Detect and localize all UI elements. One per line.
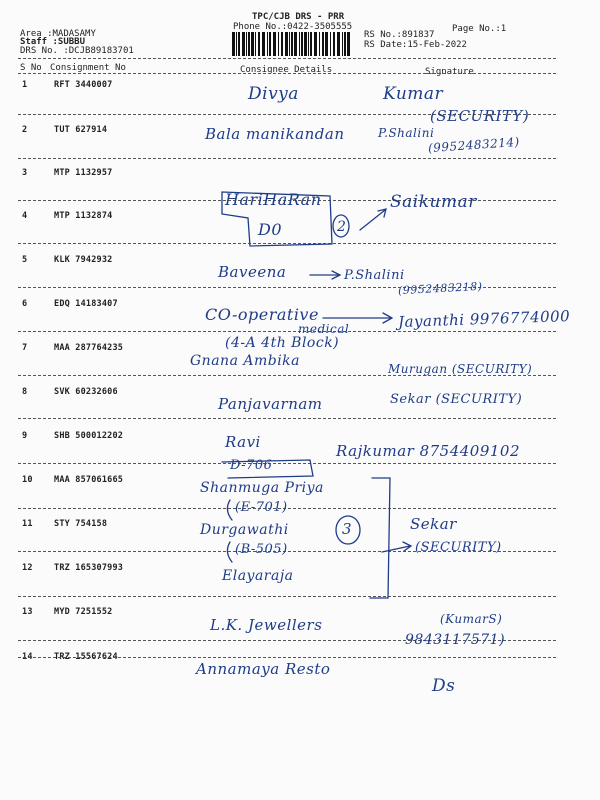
hw-signature-14: Ds — [432, 676, 456, 696]
barcode-bar — [273, 32, 276, 56]
hw-kumar-1: Kumar — [383, 84, 444, 104]
hw-pshalini-1: P.Shalini — [378, 126, 435, 140]
row-9-sno: 9 — [22, 431, 28, 441]
hw-phone-3: 9843117571) — [405, 632, 506, 648]
barcode-bar — [267, 32, 268, 56]
hw-gnana: Gnana Ambika — [190, 353, 301, 369]
hw-lk-jewellers: L.K. Jewellers — [210, 616, 323, 634]
col-consignment: Consignment No — [50, 63, 126, 73]
row-3-consignment: MTP 1132957 — [54, 168, 113, 178]
barcode-bar — [294, 32, 297, 56]
row-13-sno: 13 — [22, 607, 33, 617]
row-2-consignment: TUT 627914 — [54, 125, 108, 135]
hw-medical: medical — [298, 322, 350, 336]
hw-murugan: Murugan (SECURITY) — [388, 362, 533, 376]
hw-d0: D0 — [258, 220, 283, 239]
header-bottom-rule — [18, 73, 556, 74]
hw-security-1: (SECURITY) — [430, 107, 530, 125]
barcode-bar — [251, 32, 254, 56]
row-10-consignment: MAA 857061665 — [54, 475, 124, 485]
rs-number: RS No.:891837 — [364, 30, 435, 40]
barcode-bar — [330, 32, 331, 56]
row-11-consignment: STY 754158 — [54, 519, 108, 529]
row-1-sno: 1 — [22, 80, 28, 90]
row-divider — [18, 657, 556, 658]
barcode-bar — [262, 32, 265, 56]
row-14-consignment: TRZ 15567624 — [54, 652, 118, 662]
row-9-consignment: SHB 500012202 — [54, 431, 124, 441]
row-divider — [18, 418, 556, 419]
barcode-bar — [347, 32, 350, 56]
row-12-consignment: TRZ 165307993 — [54, 563, 124, 573]
barcode-bar — [299, 32, 300, 56]
row-divider — [18, 331, 556, 332]
hw-jayanthi: Jayanthi 9976774000 — [397, 307, 571, 331]
big-bracket — [370, 478, 390, 598]
barcode-bar — [281, 32, 283, 56]
barcode-bar — [278, 32, 279, 56]
row-2-sno: 2 — [22, 125, 28, 135]
barcode-bar — [238, 32, 240, 56]
col-consignee: Consignee Details — [240, 65, 333, 75]
hw-sekar-1: Sekar (SECURITY) — [390, 392, 523, 407]
barcode-bar — [289, 32, 290, 56]
barcode-bar — [325, 32, 328, 56]
barcode-bar — [291, 32, 293, 56]
col-signature: Signature — [425, 67, 474, 77]
hw-baveena: Baveena — [218, 263, 287, 281]
hw-block: (4-A 4th Block) — [225, 335, 340, 351]
barcode-bar — [333, 32, 335, 56]
arrow-baveena — [310, 271, 340, 279]
hw-e701: (E-701) — [235, 500, 288, 515]
hw-elayaraja: Elayaraja — [222, 568, 294, 584]
b505-paren — [227, 542, 232, 562]
row-11-sno: 11 — [22, 519, 33, 529]
row-5-consignment: KLK 7942932 — [54, 255, 113, 265]
barcode-bar — [304, 32, 307, 56]
hw-rajkumar: Rajkumar 8754409102 — [336, 442, 521, 460]
rs-date: RS Date:15-Feb-2022 — [364, 40, 467, 50]
barcode-bar — [310, 32, 312, 56]
barcode-bar — [308, 32, 309, 56]
row-divider — [18, 596, 556, 597]
barcode-bar — [301, 32, 303, 56]
hw-cooperative: CO-operative — [205, 305, 319, 324]
page-number: Page No.:1 — [452, 24, 507, 34]
barcode-bar — [242, 32, 245, 56]
row-8-consignment: SVK 60232606 — [54, 387, 118, 397]
hw-circle-2: 2 — [337, 219, 347, 235]
row-7-consignment: MAA 287764235 — [54, 343, 124, 353]
hw-sekar-2: Sekar — [410, 515, 457, 533]
barcode-bar — [285, 32, 288, 56]
row-divider — [18, 243, 556, 244]
barcode-bar — [248, 32, 250, 56]
row-7-sno: 7 — [22, 343, 28, 353]
row-4-sno: 4 — [22, 211, 28, 221]
hw-b505: (B-505) — [235, 542, 288, 557]
barcode-bar — [232, 32, 235, 56]
barcode-bar — [236, 32, 237, 56]
arrow-saikumar — [360, 209, 386, 230]
report-title: TPC/CJB DRS - PRR — [252, 12, 345, 22]
barcode-bar — [319, 32, 320, 56]
row-13-consignment: MYD 7251552 — [54, 607, 113, 617]
drs-number: DRS No. :DCJB89183701 — [20, 46, 134, 56]
hw-ravi: Ravi — [225, 433, 261, 451]
row-5-sno: 5 — [22, 255, 28, 265]
hw-annamaya: Annamaya Resto — [196, 660, 331, 678]
barcode-bar — [269, 32, 271, 56]
row-1-consignment: RFT 3440007 — [54, 80, 113, 90]
hw-kumar-2: (KumarS) — [440, 612, 503, 626]
barcode-bar — [246, 32, 247, 56]
area-label: Area :MADASAMY — [20, 29, 96, 39]
hw-bala: Bala manikandan — [205, 125, 345, 143]
hw-divya: Divya — [248, 84, 299, 104]
hw-durga: Durgawathi — [200, 522, 289, 538]
header-top-rule — [18, 58, 556, 59]
row-8-sno: 8 — [22, 387, 28, 397]
hw-security-2: (SECURITY) — [415, 540, 502, 555]
hw-phone-1: (9952483214) — [427, 134, 521, 156]
barcode-bar — [342, 32, 343, 56]
phone-number: Phone No.:0422-3505555 — [233, 22, 353, 32]
row-6-consignment: EDQ 14183407 — [54, 299, 118, 309]
row-4-consignment: MTP 1132874 — [54, 211, 113, 221]
row-14-sno: 14 — [22, 652, 33, 662]
row-10-sno: 10 — [22, 475, 33, 485]
row-12-sno: 12 — [22, 563, 33, 573]
e701-paren — [227, 500, 232, 520]
barcode-bar — [344, 32, 346, 56]
hw-phone-2: (9952483218) — [397, 279, 483, 298]
barcode-bar — [258, 32, 260, 56]
hw-pshalini-2: P.Shalini — [344, 268, 405, 283]
hw-d706: D-706 — [230, 458, 273, 473]
col-sno: S No — [20, 63, 42, 73]
barcode-bar — [337, 32, 340, 56]
hw-saikumar: Saikumar — [390, 192, 477, 212]
barcode-bar — [322, 32, 324, 56]
barcode-bar — [255, 32, 256, 56]
row-3-sno: 3 — [22, 168, 28, 178]
hw-hariharan: HariHaRan — [225, 190, 322, 209]
barcode-bar — [314, 32, 317, 56]
row-divider — [18, 158, 556, 159]
hw-circle-3: 3 — [342, 520, 353, 538]
row-6-sno: 6 — [22, 299, 28, 309]
hw-panjavarnam: Panjavarnam — [218, 395, 323, 413]
staff-label: Staff :SUBBU — [20, 37, 86, 47]
row-divider — [18, 463, 556, 464]
hw-shanmuga: Shanmuga Priya — [200, 480, 324, 496]
